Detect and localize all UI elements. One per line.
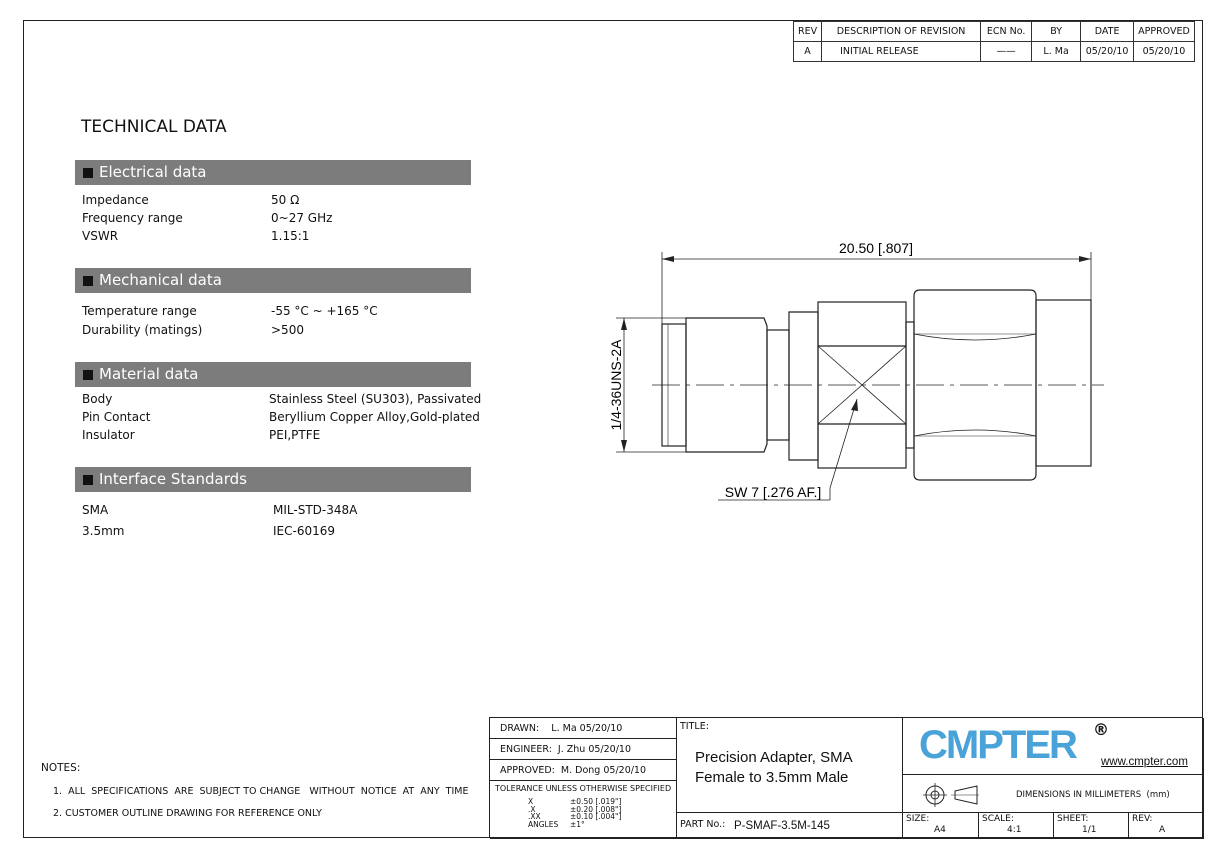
tolerance-value: ±0.50 [.019"]: [570, 797, 622, 806]
size-cell: [903, 813, 979, 839]
rev-label: REV:: [1132, 814, 1153, 824]
spec-value: >500: [271, 323, 304, 337]
rev-col-header: REV: [794, 22, 822, 42]
spec-label: Durability (matings): [82, 323, 203, 337]
date-col-header: DATE: [1081, 22, 1134, 42]
sheet-cell: [1054, 813, 1129, 839]
by-cell: L. Ma: [1032, 42, 1081, 62]
tolerance-row: [528, 821, 621, 829]
logo-area: [903, 718, 1204, 775]
mechanical-header-label: Mechanical data: [99, 271, 222, 289]
wrench-leader: [830, 399, 857, 488]
male-end: [1036, 300, 1091, 466]
tolerance-key: X: [528, 797, 534, 806]
date-cell: 05/20/10: [1081, 42, 1134, 62]
spec-label: Pin Contact: [82, 410, 151, 424]
rev-cell-titleblock: [1129, 813, 1204, 839]
spec-value: Beryllium Copper Alloy,Gold-plated: [269, 410, 480, 424]
title-line-1: Precision Adapter, SMA: [695, 749, 853, 766]
tolerance-block: [490, 781, 677, 839]
website-link[interactable]: www.cmpter.com: [1101, 756, 1188, 768]
part-label: PART No.:: [680, 819, 726, 830]
spec-value: IEC-60169: [273, 524, 336, 538]
projection-area: [903, 775, 1204, 813]
title-label: TITLE:: [680, 721, 709, 732]
spec-label: Temperature range: [82, 304, 197, 318]
interface-header-label: Interface Standards: [99, 470, 247, 488]
spec-value: 0~27 GHz: [271, 211, 333, 225]
title-line-2: Female to 3.5mm Male: [695, 769, 849, 786]
tolerance-value: ±0.20 [.008"]: [570, 804, 622, 814]
spec-label: Insulator: [82, 428, 135, 442]
tolerance-header: TOLERANCE UNLESS OTHERWISE SPECIFIED: [495, 784, 672, 793]
tolerance-key: ANGLES: [528, 819, 559, 829]
arrow-right-icon: [1079, 256, 1091, 262]
scale-label: SCALE:: [982, 814, 1014, 824]
company-logo: CMPTER: [919, 723, 1076, 767]
description-col-header: DESCRIPTION OF REVISION: [822, 22, 981, 42]
spec-label: Body: [82, 392, 113, 406]
note-item: 2. CUSTOMER OUTLINE DRAWING FOR REFERENCE ONLY: [53, 808, 322, 819]
third-angle-projection-icon: [921, 783, 981, 807]
scale-cell: [979, 813, 1054, 839]
spec-value: 50 Ω: [271, 193, 300, 207]
registered-mark: ®: [1093, 720, 1109, 739]
shoulder: [789, 312, 818, 460]
tolerance-key: .X: [528, 804, 536, 814]
tolerance-key: .XX: [528, 812, 541, 821]
spec-label: 3.5mm: [82, 524, 125, 538]
tolerance-list: [528, 798, 621, 828]
thread-dim-label: 1/4-36UNS-2A: [608, 339, 624, 431]
electrical-header-label: Electrical data: [99, 163, 207, 181]
tolerance-value: ±1°: [570, 819, 585, 829]
arrow-down-icon: [621, 440, 627, 452]
arrow-left-icon: [662, 256, 674, 262]
scale-value: 4:1: [1007, 825, 1022, 835]
technical-data-title: TECHNICAL DATA: [81, 117, 227, 137]
spec-value: Stainless Steel (SU303), Passivated: [269, 392, 482, 406]
spec-label: VSWR: [82, 229, 119, 243]
length-dim-label: 20.50 [.807]: [839, 240, 913, 256]
spec-label: Frequency range: [82, 211, 183, 225]
part-number-area: [677, 813, 903, 839]
sheet-value: 1/1: [1082, 825, 1097, 835]
notes-title: NOTES:: [41, 762, 81, 774]
spec-value: 1.15:1: [271, 229, 310, 243]
ecn-cell: ——: [981, 42, 1032, 62]
note-item: 1. ALL SPECIFICATIONS ARE SUBJECT TO CHANGE WITHOUT NOTICE AT ANY TIME: [53, 786, 469, 797]
wrench-dim-label: SW 7 [.276 AF.]: [724, 484, 822, 500]
size-value: A4: [934, 825, 946, 835]
engineer-field: ENGINEER: J. Zhu 05/20/10: [490, 739, 677, 760]
by-col-header: BY: [1032, 22, 1081, 42]
spec-label: SMA: [82, 503, 109, 517]
approved-cell: 05/20/10: [1134, 42, 1195, 62]
dimensions-note: DIMENSIONS IN MILLIMETERS (mm): [1016, 790, 1170, 800]
rev-value: A: [1159, 825, 1166, 835]
title-area: [677, 718, 903, 813]
tolerance-value: ±0.10 [.004"]: [570, 812, 622, 821]
approved-field: APPROVED: M. Dong 05/20/10: [490, 760, 677, 781]
description-cell: INITIAL RELEASE: [822, 42, 981, 62]
leader-arrow-icon: [851, 399, 858, 411]
ecn-col-header: ECN No.: [981, 22, 1032, 42]
rev-cell: A: [794, 42, 822, 62]
spec-value: PEI,PTFE: [269, 428, 321, 442]
part-number: P-SMAF-3.5M-145: [734, 820, 830, 832]
size-label: SIZE:: [906, 814, 930, 824]
title-block: [489, 717, 1203, 838]
drawn-field: DRAWN: L. Ma 05/20/10: [490, 718, 677, 739]
spec-value: -55 °C ~ +165 °C: [271, 304, 378, 318]
arrow-up-icon: [621, 318, 627, 330]
spec-value: MIL-STD-348A: [273, 503, 358, 517]
material-header-label: Material data: [99, 365, 199, 383]
sheet-label: SHEET:: [1057, 814, 1089, 824]
spec-label: Impedance: [82, 193, 149, 207]
approved-col-header: APPROVED: [1134, 22, 1195, 42]
